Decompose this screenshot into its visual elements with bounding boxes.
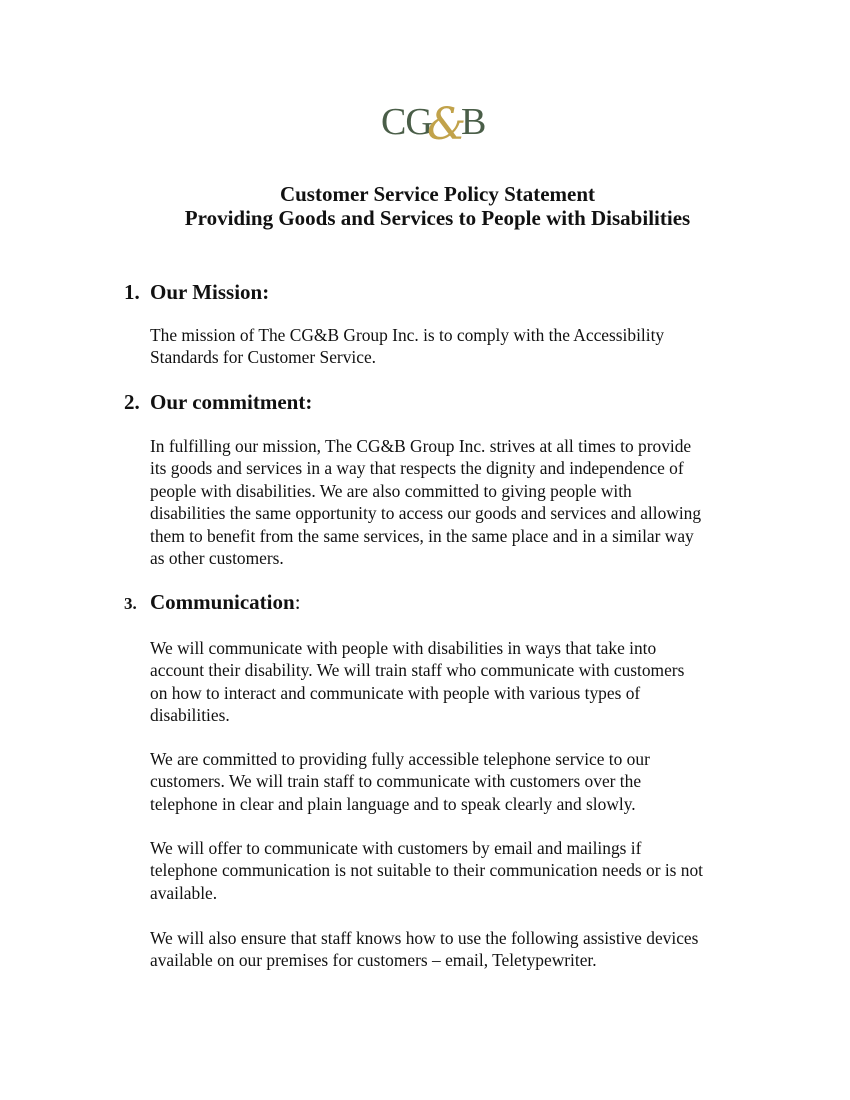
section-heading-mission — [124, 280, 269, 304]
section-number: 2. — [124, 390, 140, 414]
section-paragraph: We will also ensure that staff knows how to use the following assistive devices available on our premises for customers – email, Teletypewriter. — [150, 928, 699, 971]
section-title: Communication — [150, 590, 295, 614]
document-subtitle: Providing Goods and Services to People with Disabilities — [184, 206, 691, 230]
section-title-colon: : — [294, 590, 301, 614]
section-title: Our Mission: — [150, 280, 270, 304]
section-heading-commitment — [124, 390, 312, 414]
section-paragraph: In fulfilling our mission, The CG&B Group Inc. strives at all times to provide its goods and services in a way that respects the dignity and independence of people with disabilities. We are also committed to giving people with disabilities the same opportunity to access our goods and services and allowing them to benefit from the same services, in the same place and in a similar way as other customers. — [150, 436, 702, 569]
section-paragraph: We are committed to providing fully accessible telephone service to our customers. We will train staff to communicate with customers over the telephone in clear and plain language and to speak clearly and slowly. — [150, 749, 650, 814]
section-number: 3. — [124, 594, 137, 613]
section-title: Our commitment: — [150, 390, 313, 414]
section-paragraph: We will communicate with people with disabilities in ways that take into account their disability. We will train staff who communicate with customers on how to interact and communicate with people with various types of disabilities. — [150, 638, 685, 726]
logo-ampersand: & — [427, 99, 467, 150]
cgb-logo — [381, 94, 493, 156]
section-number: 1. — [124, 280, 140, 304]
section-paragraph: The mission of The CG&B Group Inc. is to comply with the Accessibility Standards for Customer Service. — [150, 325, 665, 368]
logo-letters-right: B — [461, 101, 486, 143]
logo-letters-left: CG — [381, 101, 432, 143]
section-heading-communication — [124, 590, 301, 616]
document-title: Customer Service Policy Statement — [279, 182, 596, 206]
section-paragraph: We will offer to communicate with customers by email and mailings if telephone communication is not suitable to their communication needs or is not available. — [150, 838, 704, 903]
